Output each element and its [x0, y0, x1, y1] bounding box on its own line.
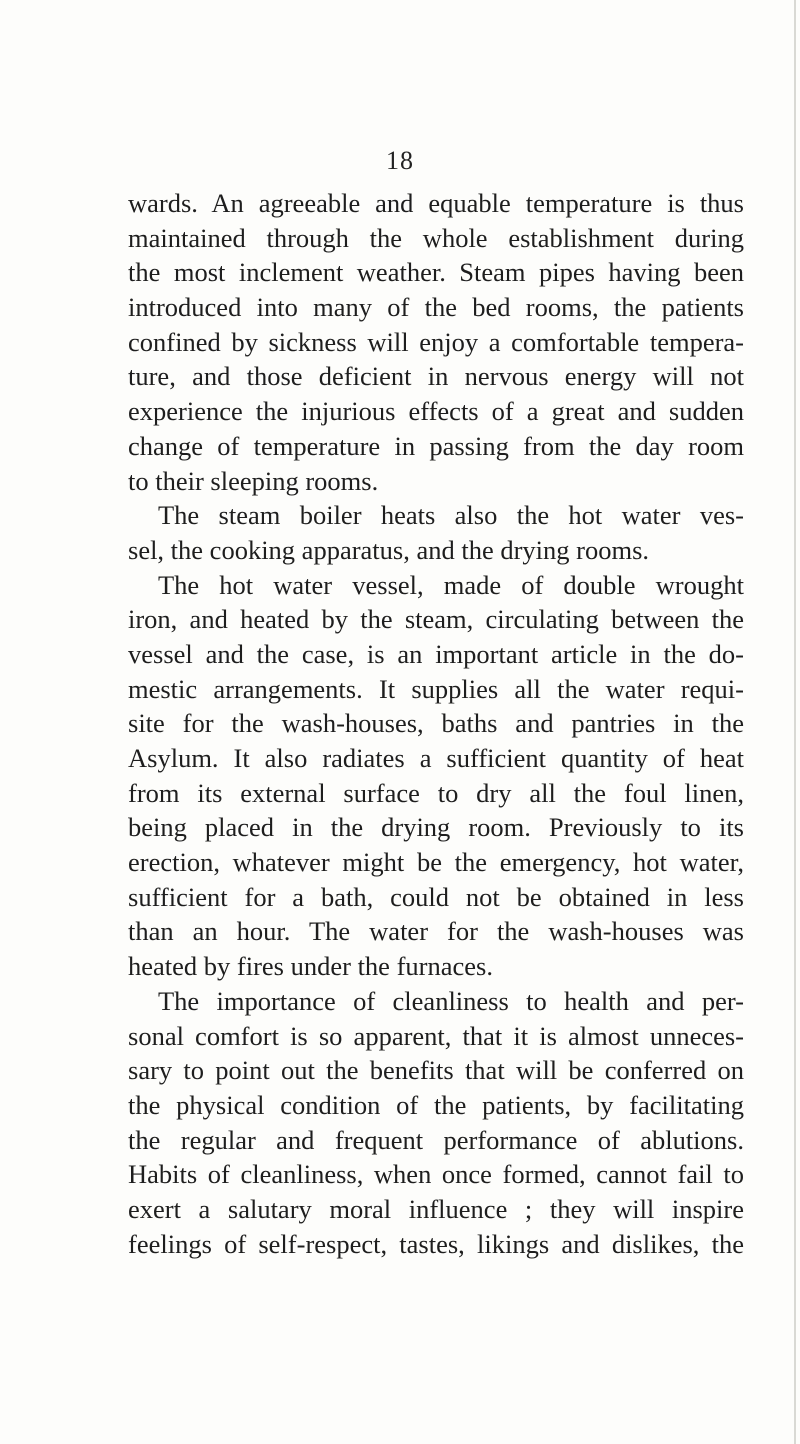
text-line: The importance of cleanliness to health and per-: [158, 985, 744, 1016]
text-line: Asylum. It also radiates a sufficient quantity of heat: [128, 743, 744, 773]
text-line: feelings of self-respect, tastes, likings and dislikes, the: [128, 1228, 744, 1259]
text-line: introduced into many of the bed rooms, the patients: [128, 292, 744, 323]
text-line: The hot water vessel, made of double wrought: [158, 569, 744, 600]
text-line: the regular and frequent performance of ablutions.: [128, 1124, 744, 1155]
text-line: iron, and heated by the steam, circulating between the: [128, 604, 744, 635]
text-line: change of temperature in passing from the day room: [128, 430, 744, 461]
text-line: sel, the cooking apparatus, and the drying rooms.: [128, 534, 650, 565]
text-line: site for the wash-houses, baths and pantries in the: [128, 708, 744, 739]
text-line: exert a salutary moral influence ; they will inspire: [128, 1193, 744, 1224]
text-line: Habits of cleanliness, when once formed, cannot fail to: [128, 1159, 744, 1190]
text-line: wards. An agreeable and equable temperature is thus: [128, 188, 744, 218]
page-edge-shadow: [794, 0, 796, 1444]
text-line: vessel and the case, is an important article in the do-: [128, 638, 744, 669]
text-line: sufficient for a bath, could not be obtained in less: [128, 881, 744, 912]
text-line: being placed in the drying room. Previously to its: [128, 812, 744, 843]
text-line: the most inclement weather. Steam pipes having been: [128, 257, 744, 288]
text-line: experience the injurious effects of a great and sudden: [128, 396, 744, 427]
text-line: maintained through the whole establishment during: [128, 222, 744, 253]
text-line: confined by sickness will enjoy a comfortable tempera-: [128, 326, 744, 357]
text-line: The steam boiler heats also the hot water ves-: [158, 500, 744, 531]
text-line: sary to point out the benefits that will be conferred on: [128, 1055, 744, 1086]
text-line: erection, whatever might be the emergency, hot water,: [128, 847, 744, 878]
text-line: sonal comfort is so apparent, that it is almost unneces-: [128, 1020, 744, 1051]
text-line: the physical condition of the patients, by facilitating: [128, 1089, 744, 1120]
text-line: from its external surface to dry all the foul linen,: [128, 777, 744, 808]
text-line: to their sleeping rooms.: [128, 465, 379, 496]
page-number: 18: [386, 146, 414, 175]
text-line: heated by fires under the furnaces.: [128, 951, 493, 982]
text-line: than an hour. The water for the wash-houses was: [128, 916, 744, 947]
text-line: mestic arrangements. It supplies all the water requi-: [128, 673, 744, 704]
body-text: [128, 186, 744, 1261]
text-line: ture, and those deficient in nervous energy will not: [128, 361, 744, 392]
